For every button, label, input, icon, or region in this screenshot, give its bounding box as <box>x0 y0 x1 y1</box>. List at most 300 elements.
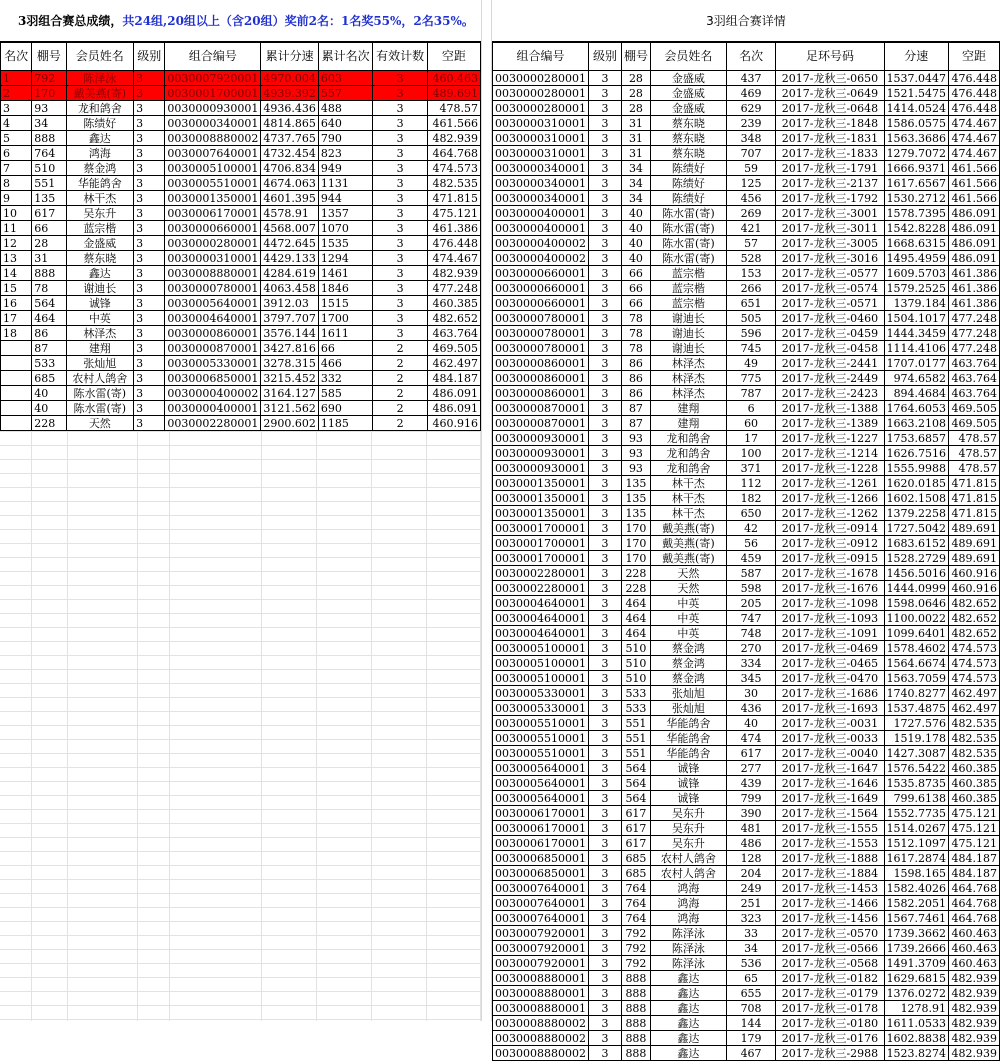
detail-cell: 482.939 <box>949 1001 1000 1016</box>
summary-cell: 3 <box>373 296 428 311</box>
summary-cell: 3121.562 <box>261 401 319 416</box>
detail-cell: 270 <box>726 641 776 656</box>
detail-row <box>493 851 1000 866</box>
summary-row <box>1 116 481 131</box>
summary-row <box>1 86 481 101</box>
summary-cell: 鑫达 <box>66 131 134 146</box>
detail-row <box>493 281 1000 296</box>
detail-cell: 蓝宗楷 <box>650 281 726 296</box>
detail-cell: 2017-龙秋三-0469 <box>776 641 884 656</box>
detail-cell: 482.939 <box>949 986 1000 1001</box>
detail-row <box>493 1046 1000 1061</box>
detail-cell: 0030000400001 <box>493 221 589 236</box>
summary-cell: 3 <box>134 296 165 311</box>
detail-cell: 陈绩好 <box>650 176 726 191</box>
summary-row <box>1 251 481 266</box>
detail-cell: 170 <box>621 551 650 566</box>
summary-header-cell: 名次 <box>1 43 32 71</box>
detail-cell: 269 <box>726 206 776 221</box>
detail-cell: 974.6582 <box>884 371 949 386</box>
detail-cell: 464.768 <box>949 896 1000 911</box>
detail-cell: 1663.2108 <box>884 416 949 431</box>
detail-cell: 1727.576 <box>884 716 949 731</box>
detail-row <box>493 431 1000 446</box>
summary-row <box>1 146 481 161</box>
summary-cell: 林干杰 <box>66 191 134 206</box>
summary-cell <box>1 371 32 386</box>
detail-cell: 34 <box>621 191 650 206</box>
detail-cell: 2017-龙秋三-0176 <box>776 1031 884 1046</box>
summary-cell: 474.573 <box>427 161 480 176</box>
detail-cell: 587 <box>726 566 776 581</box>
detail-cell: 3 <box>588 71 621 86</box>
summary-row <box>1 311 481 326</box>
detail-cell: 2017-龙秋三-0178 <box>776 1001 884 1016</box>
summary-cell: 2 <box>373 386 428 401</box>
summary-cell: 鸿海 <box>66 146 134 161</box>
detail-cell: 1099.6401 <box>884 626 949 641</box>
detail-cell: 478.57 <box>949 431 1000 446</box>
summary-cell: 0030008880002 <box>165 131 261 146</box>
detail-cell: 2017-龙秋三-0571 <box>776 296 884 311</box>
detail-cell: 474.573 <box>949 641 1000 656</box>
summary-cell: 0030004640001 <box>165 311 261 326</box>
detail-cell: 1530.2712 <box>884 191 949 206</box>
detail-row <box>493 566 1000 581</box>
detail-cell: 1563.3686 <box>884 131 949 146</box>
summary-cell: 603 <box>318 71 373 86</box>
detail-cell: 1379.2258 <box>884 506 949 521</box>
summary-cell: 3 <box>134 326 165 341</box>
detail-cell: 1683.6152 <box>884 536 949 551</box>
detail-cell: 天然 <box>650 581 726 596</box>
detail-cell: 3 <box>588 806 621 821</box>
detail-cell: 456 <box>726 191 776 206</box>
detail-cell: 3 <box>588 686 621 701</box>
detail-cell: 鑫达 <box>650 1016 726 1031</box>
detail-cell: 460.463 <box>949 956 1000 971</box>
detail-cell: 0030001700001 <box>493 521 589 536</box>
detail-cell: 3 <box>588 776 621 791</box>
detail-cell: 2017-龙秋三-0182 <box>776 971 884 986</box>
detail-cell: 0030000780001 <box>493 311 589 326</box>
summary-cell: 10 <box>1 206 32 221</box>
detail-cell: 2017-龙秋三-1388 <box>776 401 884 416</box>
detail-cell: 2017-龙秋三-2423 <box>776 386 884 401</box>
summary-cell: 533 <box>32 356 66 371</box>
summary-cell: 3 <box>373 221 428 236</box>
summary-panel <box>0 0 481 1021</box>
detail-cell: 460.385 <box>949 791 1000 806</box>
summary-cell: 3 <box>134 191 165 206</box>
detail-cell: 747 <box>726 611 776 626</box>
detail-header-cell: 组合编号 <box>493 43 589 71</box>
detail-cell: 3 <box>588 251 621 266</box>
detail-cell: 陈水雷(寄) <box>650 236 726 251</box>
detail-cell: 3 <box>588 191 621 206</box>
detail-cell: 86 <box>621 371 650 386</box>
detail-cell: 陈泽泳 <box>650 926 726 941</box>
summary-cell: 4939.392 <box>261 86 319 101</box>
summary-cell: 4429.133 <box>261 251 319 266</box>
summary-cell: 0030000400001 <box>165 401 261 416</box>
summary-cell: 4472.645 <box>261 236 319 251</box>
summary-cell: 1611 <box>318 326 373 341</box>
summary-cell: 4970.004 <box>261 71 319 86</box>
summary-cell: 944 <box>318 191 373 206</box>
detail-cell: 249 <box>726 881 776 896</box>
summary-cell: 1700 <box>318 311 373 326</box>
detail-cell: 3 <box>588 656 621 671</box>
summary-cell: 3 <box>134 281 165 296</box>
detail-cell: 3 <box>588 461 621 476</box>
detail-cell: 460.385 <box>949 761 1000 776</box>
detail-cell: 谢迪长 <box>650 326 726 341</box>
detail-cell: 371 <box>726 461 776 476</box>
detail-cell: 3 <box>588 1031 621 1046</box>
detail-cell: 鸿海 <box>650 881 726 896</box>
detail-cell: 建翔 <box>650 416 726 431</box>
detail-cell: 陈绩好 <box>650 191 726 206</box>
summary-cell: 吴东升 <box>66 206 134 221</box>
detail-cell: 3 <box>588 956 621 971</box>
detail-cell: 0030000310001 <box>493 131 589 146</box>
detail-cell: 486.091 <box>949 251 1000 266</box>
summary-cell: 486.091 <box>427 401 480 416</box>
detail-cell: 484.187 <box>949 851 1000 866</box>
detail-cell: 3 <box>588 611 621 626</box>
detail-cell: 2017-龙秋三-1848 <box>776 116 884 131</box>
detail-cell: 0030001350001 <box>493 506 589 521</box>
detail-cell: 3 <box>588 491 621 506</box>
detail-row <box>493 86 1000 101</box>
summary-cell: 3 <box>373 311 428 326</box>
detail-cell: 3 <box>588 281 621 296</box>
summary-cell: 3 <box>134 251 165 266</box>
summary-cell: 建翔 <box>66 341 134 356</box>
detail-row <box>493 521 1000 536</box>
detail-cell: 482.535 <box>949 746 1000 761</box>
detail-cell: 3 <box>588 146 621 161</box>
detail-cell: 78 <box>621 311 650 326</box>
detail-cell: 建翔 <box>650 401 726 416</box>
detail-cell: 564 <box>621 776 650 791</box>
detail-header-cell: 分速 <box>884 43 949 71</box>
summary-cell: 3 <box>134 116 165 131</box>
summary-cell: 1131 <box>318 176 373 191</box>
summary-cell: 3 <box>373 236 428 251</box>
summary-cell: 6 <box>1 146 32 161</box>
detail-cell: 0030006170001 <box>493 836 589 851</box>
detail-cell: 林泽杰 <box>650 371 726 386</box>
detail-row <box>493 491 1000 506</box>
detail-cell: 629 <box>726 101 776 116</box>
detail-cell: 93 <box>621 446 650 461</box>
detail-row <box>493 191 1000 206</box>
summary-cell: 4578.91 <box>261 206 319 221</box>
detail-cell: 888 <box>621 1001 650 1016</box>
detail-cell: 3 <box>588 506 621 521</box>
detail-cell: 0030007640001 <box>493 896 589 911</box>
detail-cell: 482.939 <box>949 1031 1000 1046</box>
detail-cell: 鑫达 <box>650 1046 726 1061</box>
detail-row <box>493 956 1000 971</box>
summary-cell: 3 <box>134 311 165 326</box>
summary-cell: 3164.127 <box>261 386 319 401</box>
summary-cell: 0030007920001 <box>165 71 261 86</box>
detail-cell: 0030001700001 <box>493 536 589 551</box>
detail-cell: 475.121 <box>949 836 1000 851</box>
summary-cell: 3 <box>373 116 428 131</box>
detail-row <box>493 131 1000 146</box>
detail-cell: 685 <box>621 851 650 866</box>
detail-cell: 3 <box>588 1046 621 1061</box>
summary-row <box>1 236 481 251</box>
detail-cell: 陈泽泳 <box>650 941 726 956</box>
detail-cell: 651 <box>726 296 776 311</box>
summary-cell: 3 <box>373 146 428 161</box>
detail-cell: 1537.4875 <box>884 701 949 716</box>
detail-cell: 0030005640001 <box>493 776 589 791</box>
detail-cell: 421 <box>726 221 776 236</box>
detail-cell: 0030000280001 <box>493 71 589 86</box>
summary-cell: 764 <box>32 146 66 161</box>
summary-cell: 4063.458 <box>261 281 319 296</box>
detail-cell: 66 <box>621 281 650 296</box>
detail-cell: 87 <box>621 401 650 416</box>
detail-cell: 中英 <box>650 611 726 626</box>
detail-row <box>493 971 1000 986</box>
summary-cell: 2900.602 <box>261 416 319 431</box>
detail-cell: 31 <box>621 131 650 146</box>
summary-cell: 40 <box>32 386 66 401</box>
detail-cell: 3 <box>588 971 621 986</box>
detail-cell: 0030000660001 <box>493 266 589 281</box>
detail-cell: 1504.1017 <box>884 311 949 326</box>
detail-cell: 1707.0177 <box>884 356 949 371</box>
detail-cell: 471.815 <box>949 506 1000 521</box>
detail-cell: 100 <box>726 446 776 461</box>
summary-title <box>0 0 481 42</box>
detail-cell: 1617.2874 <box>884 851 949 866</box>
detail-cell: 86 <box>621 356 650 371</box>
detail-cell: 474 <box>726 731 776 746</box>
detail-cell: 482.939 <box>949 971 1000 986</box>
detail-cell: 3 <box>588 881 621 896</box>
detail-cell: 3 <box>588 236 621 251</box>
summary-cell: 15 <box>1 281 32 296</box>
detail-cell: 2017-龙秋三-1453 <box>776 881 884 896</box>
summary-cell: 0030000780001 <box>165 281 261 296</box>
detail-cell: 0030007640001 <box>493 911 589 926</box>
detail-cell: 陈绩好 <box>650 161 726 176</box>
detail-row <box>493 161 1000 176</box>
summary-cell: 40 <box>32 401 66 416</box>
detail-cell: 551 <box>621 746 650 761</box>
detail-row <box>493 596 1000 611</box>
detail-cell: 489.691 <box>949 521 1000 536</box>
summary-cell: 170 <box>32 86 66 101</box>
detail-cell: 3 <box>588 266 621 281</box>
detail-cell: 0030005510001 <box>493 716 589 731</box>
detail-row <box>493 911 1000 926</box>
summary-cell: 4284.619 <box>261 266 319 281</box>
detail-cell: 460.463 <box>949 926 1000 941</box>
detail-cell: 564 <box>621 761 650 776</box>
detail-cell: 2017-龙秋三-1228 <box>776 461 884 476</box>
detail-cell: 3 <box>588 401 621 416</box>
summary-cell: 4 <box>1 116 32 131</box>
detail-cell: 3 <box>588 311 621 326</box>
summary-cell: 685 <box>32 371 66 386</box>
detail-cell: 3 <box>588 941 621 956</box>
detail-cell: 787 <box>726 386 776 401</box>
summary-cell: 332 <box>318 371 373 386</box>
detail-cell: 3 <box>588 416 621 431</box>
detail-cell: 吴东升 <box>650 821 726 836</box>
summary-cell: 3 <box>134 71 165 86</box>
detail-row <box>493 341 1000 356</box>
detail-cell: 3 <box>588 746 621 761</box>
summary-cell: 0030005330001 <box>165 356 261 371</box>
detail-cell: 0030000930001 <box>493 431 589 446</box>
detail-cell: 2017-龙秋三-1098 <box>776 596 884 611</box>
detail-cell: 474.467 <box>949 131 1000 146</box>
detail-cell: 戴美燕(寄) <box>650 536 726 551</box>
detail-cell: 3 <box>588 116 621 131</box>
summary-cell: 4732.454 <box>261 146 319 161</box>
summary-cell: 3 <box>373 101 428 116</box>
detail-cell: 745 <box>726 341 776 356</box>
detail-cell: 617 <box>621 821 650 836</box>
detail-cell: 1523.8274 <box>884 1046 949 1061</box>
detail-cell: 0030000780001 <box>493 326 589 341</box>
detail-cell: 3 <box>588 476 621 491</box>
summary-row <box>1 416 481 431</box>
detail-cell: 0030004640001 <box>493 596 589 611</box>
detail-cell: 478.57 <box>949 446 1000 461</box>
detail-cell: 551 <box>621 731 650 746</box>
detail-cell: 40 <box>621 221 650 236</box>
summary-cell: 3 <box>373 206 428 221</box>
detail-cell: 1740.8277 <box>884 686 949 701</box>
summary-cell: 3 <box>134 101 165 116</box>
detail-cell: 1414.0524 <box>884 101 949 116</box>
detail-cell: 598 <box>726 581 776 596</box>
detail-cell: 228 <box>621 581 650 596</box>
detail-row <box>493 701 1000 716</box>
detail-cell: 65 <box>726 971 776 986</box>
detail-cell: 533 <box>621 701 650 716</box>
detail-cell: 2017-龙秋三-0179 <box>776 986 884 1001</box>
summary-cell: 蔡东晓 <box>66 251 134 266</box>
detail-row <box>493 941 1000 956</box>
detail-cell: 437 <box>726 71 776 86</box>
summary-cell: 460.916 <box>427 416 480 431</box>
detail-cell: 1495.4959 <box>884 251 949 266</box>
detail-cell: 2017-龙秋三-1649 <box>776 791 884 806</box>
summary-cell: 3427.816 <box>261 341 319 356</box>
detail-row <box>493 251 1000 266</box>
detail-cell: 龙和鸽舍 <box>650 446 726 461</box>
detail-row <box>493 461 1000 476</box>
detail-row <box>493 206 1000 221</box>
detail-cell: 0030005640001 <box>493 791 589 806</box>
summary-header-cell: 有效计数 <box>373 43 428 71</box>
summary-header-cell: 级别 <box>134 43 165 71</box>
detail-cell: 617 <box>726 746 776 761</box>
detail-row <box>493 1016 1000 1031</box>
detail-row <box>493 866 1000 881</box>
summary-cell: 3 <box>134 206 165 221</box>
summary-cell: 3 <box>373 191 428 206</box>
detail-cell: 460.385 <box>949 776 1000 791</box>
detail-cell: 478.57 <box>949 461 1000 476</box>
detail-cell: 2017-龙秋三-1262 <box>776 506 884 521</box>
detail-cell: 林干杰 <box>650 476 726 491</box>
detail-cell: 0030000400002 <box>493 251 589 266</box>
detail-cell: 474.573 <box>949 671 1000 686</box>
detail-cell: 2017-龙秋三-3005 <box>776 236 884 251</box>
detail-cell: 2017-龙秋三-1389 <box>776 416 884 431</box>
detail-cell: 0030008880001 <box>493 986 589 1001</box>
detail-cell: 2017-龙秋三-1686 <box>776 686 884 701</box>
detail-row <box>493 881 1000 896</box>
summary-cell: 1846 <box>318 281 373 296</box>
detail-cell: 0030002280001 <box>493 581 589 596</box>
detail-cell: 2017-龙秋三-0649 <box>776 86 884 101</box>
detail-cell: 482.939 <box>949 1046 1000 1061</box>
summary-cell: 3912.03 <box>261 296 319 311</box>
summary-cell: 463.764 <box>427 326 480 341</box>
summary-cell: 17 <box>1 311 32 326</box>
detail-cell: 482.652 <box>949 611 1000 626</box>
summary-cell: 谢迪长 <box>66 281 134 296</box>
detail-cell: 农村人鸽舍 <box>650 851 726 866</box>
summary-cell: 3 <box>1 101 32 116</box>
detail-cell: 0030000400002 <box>493 236 589 251</box>
summary-cell: 461.566 <box>427 116 480 131</box>
summary-cell: 489.691 <box>427 86 480 101</box>
detail-cell: 888 <box>621 971 650 986</box>
detail-cell: 460.916 <box>949 566 1000 581</box>
detail-cell: 461.566 <box>949 176 1000 191</box>
detail-cell: 中英 <box>650 596 726 611</box>
summary-cell: 2 <box>373 356 428 371</box>
detail-cell: 2017-龙秋三-0574 <box>776 281 884 296</box>
summary-cell: 28 <box>32 236 66 251</box>
detail-cell: 2017-龙秋三-0915 <box>776 551 884 566</box>
summary-cell: 4601.395 <box>261 191 319 206</box>
summary-cell: 4936.436 <box>261 101 319 116</box>
detail-cell: 3 <box>588 731 621 746</box>
detail-cell: 482.535 <box>949 716 1000 731</box>
detail-cell: 3 <box>588 1001 621 1016</box>
detail-cell: 0030006850001 <box>493 866 589 881</box>
summary-header-row <box>1 43 481 71</box>
detail-cell: 2017-龙秋三-1456 <box>776 911 884 926</box>
detail-cell: 3 <box>588 101 621 116</box>
detail-cell: 1535.8735 <box>884 776 949 791</box>
detail-cell: 3 <box>588 521 621 536</box>
detail-row <box>493 536 1000 551</box>
detail-cell: 0030001350001 <box>493 491 589 506</box>
detail-cell: 3 <box>588 341 621 356</box>
detail-cell: 57 <box>726 236 776 251</box>
detail-cell: 3 <box>588 986 621 1001</box>
detail-cell: 张灿旭 <box>650 686 726 701</box>
detail-cell: 陈水雷(寄) <box>650 221 726 236</box>
